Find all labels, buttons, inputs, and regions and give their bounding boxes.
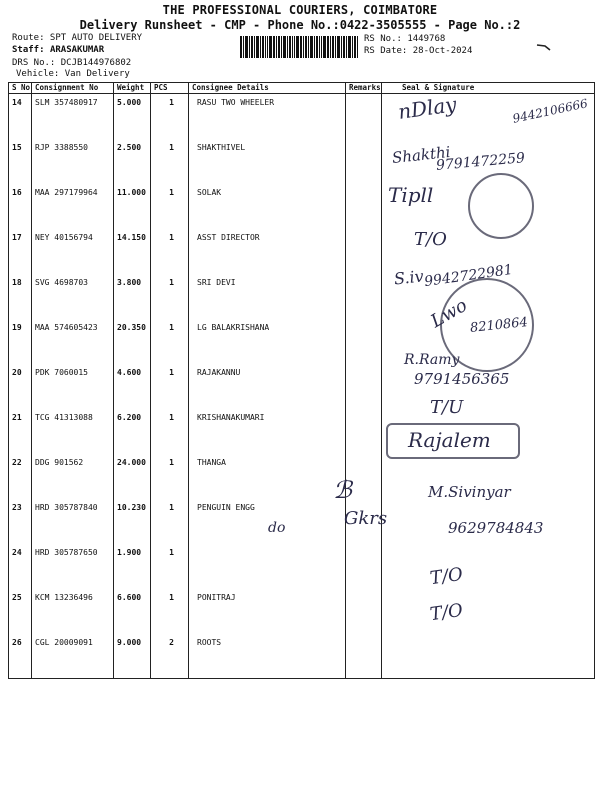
table-row [9,589,595,634]
signature-row-20: R.Ramy [404,352,460,368]
col-header-signature: Seal & Signature [382,83,595,94]
cell-remarks [346,274,382,319]
staff-line [12,45,104,55]
cell-remarks [346,634,382,679]
col-header-pcs: PCS [151,83,189,94]
cell-consignee: THANGA [189,454,346,499]
cell-sno: 20 [9,364,32,409]
cell-weight: 20.350 [114,319,151,364]
cell-consignment: HRD 305787840 [32,499,114,544]
cell-pcs: 1 [151,139,189,184]
ditto-mark-row-24: do [268,520,286,536]
tv-mark-row-25: T/O [428,563,465,590]
cell-consignment: NEY 40156794 [32,229,114,274]
cell-consignment: DDG 901562 [32,454,114,499]
cell-pcs: 1 [151,94,189,140]
signature-row-16: Tipll [388,183,434,207]
signature-row-15: Shakthi [391,142,452,168]
cell-pcs: 1 [151,454,189,499]
rs-number: RS No.: 1449768 [364,34,446,44]
cell-consignee: SHAKTHIVEL [189,139,346,184]
cell-consignee: PENGUIN ENGG [189,499,346,544]
cell-consignment: KCM 13236496 [32,589,114,634]
cell-weight: 6.200 [114,409,151,454]
cell-consignment: SLM 357480917 [32,94,114,140]
vehicle-text: Vehicle: Van Delivery [16,69,130,79]
table-row [9,94,595,140]
col-header-weight: Weight [114,83,151,94]
cell-remarks [346,409,382,454]
phone-row-14: 9442106666 [511,96,589,126]
table-row [9,544,595,589]
cell-consignment: SVG 4698703 [32,274,114,319]
document-subtitle: Delivery Runsheet - CMP - Phone No.:0422-3505555 - Page No.:2 [79,18,521,32]
cell-sno: 25 [9,589,32,634]
phone-row-15: 9791472259 [435,150,526,174]
tv-mark-row-26: T/O [428,599,465,626]
cell-sno: 26 [9,634,32,679]
cell-sno: 23 [9,499,32,544]
cell-consignment: HRD 305787650 [32,544,114,589]
cell-signature [382,544,595,589]
cell-sno: 19 [9,319,32,364]
phone-row-19: 8210864 [469,315,529,336]
signature-row-24: Gkrs [344,508,388,529]
cell-pcs: 1 [151,364,189,409]
cell-pcs: 1 [151,229,189,274]
signature-row-18: S.iv [393,266,425,289]
cell-weight: 3.800 [114,274,151,319]
cell-consignee: PONITRAJ [189,589,346,634]
staff-label: Staff: [12,45,45,55]
document-title: THE PROFESSIONAL COURIERS, COIMBATORE [162,3,438,17]
cell-weight: 5.000 [114,94,151,140]
cell-remarks [346,364,382,409]
tv-mark-row-21: T/U [430,397,464,418]
cell-sno: 24 [9,544,32,589]
cell-consignment: RJP 3388550 [32,139,114,184]
cell-weight: 6.600 [114,589,151,634]
cell-consignee: LG BALAKRISHANA [189,319,346,364]
phone-row-18: 9942722981 [423,261,514,291]
cell-weight: 11.000 [114,184,151,229]
signature-row-23: M.Sivinyar [428,483,511,501]
cell-remarks [346,229,382,274]
cell-sno: 16 [9,184,32,229]
cell-consignment: PDK 7060015 [32,364,114,409]
cell-remarks [346,319,382,364]
col-header-sno: S No [9,83,32,94]
company-stamp-row-16 [468,173,534,239]
cell-weight: 4.600 [114,364,151,409]
cell-pcs: 1 [151,409,189,454]
route-text: Route: SPT AUTO DELIVERY [12,33,143,43]
cell-pcs: 1 [151,499,189,544]
cell-pcs: 1 [151,184,189,229]
cell-consignee: RAJAKANNU [189,364,346,409]
cell-consignee: ROOTS [189,634,346,679]
cell-consignment: MAA 297179964 [32,184,114,229]
cell-consignee: SOLAK [189,184,346,229]
cell-sno: 14 [9,94,32,140]
cell-weight: 2.500 [114,139,151,184]
barcode-image [240,36,358,58]
cell-signature [382,589,595,634]
cell-pcs: 1 [151,544,189,589]
table-header-row [9,83,595,94]
cell-consignment: CGL 20009091 [32,634,114,679]
cell-consignment: MAA 574605423 [32,319,114,364]
cell-consignee [189,544,346,589]
cell-remarks [346,544,382,589]
signature-row-23a: ℬ [333,476,352,504]
cell-remarks [346,589,382,634]
staff-value: ARASAKUMAR [49,45,105,55]
cell-consignee: RASU TWO WHEELER [189,94,346,140]
cell-remarks [346,139,382,184]
cell-consignment: TCG 41313088 [32,409,114,454]
phone-row-20: 9791456365 [414,370,510,388]
table-row [9,634,595,679]
cell-weight: 24.000 [114,454,151,499]
signature-row-19: Lwo [427,294,471,333]
phone-row-24: 9629784843 [448,519,544,537]
cell-sno: 21 [9,409,32,454]
cell-weight: 9.000 [114,634,151,679]
col-header-consignee: Consignee Details [189,83,346,94]
pen-mark-icon [536,42,552,52]
tv-mark-row-17: T/O [414,229,447,250]
cell-weight: 10.230 [114,499,151,544]
cell-sno: 22 [9,454,32,499]
cell-sno: 18 [9,274,32,319]
cell-remarks [346,94,382,140]
col-header-consignment: Consignment No [32,83,114,94]
cell-pcs: 2 [151,634,189,679]
cell-pcs: 1 [151,589,189,634]
signature-row-22: Rajalem [408,428,491,452]
drs-number: DRS No.: DCJB144976802 [12,58,132,68]
cell-sno: 15 [9,139,32,184]
cell-consignee: SRI DEVI [189,274,346,319]
signature-row-14: nDlay [396,92,458,124]
cell-consignee: KRISHANAKUMARI [189,409,346,454]
col-header-remarks: Remarks [346,83,382,94]
cell-pcs: 1 [151,319,189,364]
cell-consignee: ASST DIRECTOR [189,229,346,274]
cell-weight: 1.900 [114,544,151,589]
cell-weight: 14.150 [114,229,151,274]
rs-date: RS Date: 28-Oct-2024 [364,46,473,56]
cell-pcs: 1 [151,274,189,319]
cell-signature [382,634,595,679]
cell-sno: 17 [9,229,32,274]
cell-remarks [346,184,382,229]
